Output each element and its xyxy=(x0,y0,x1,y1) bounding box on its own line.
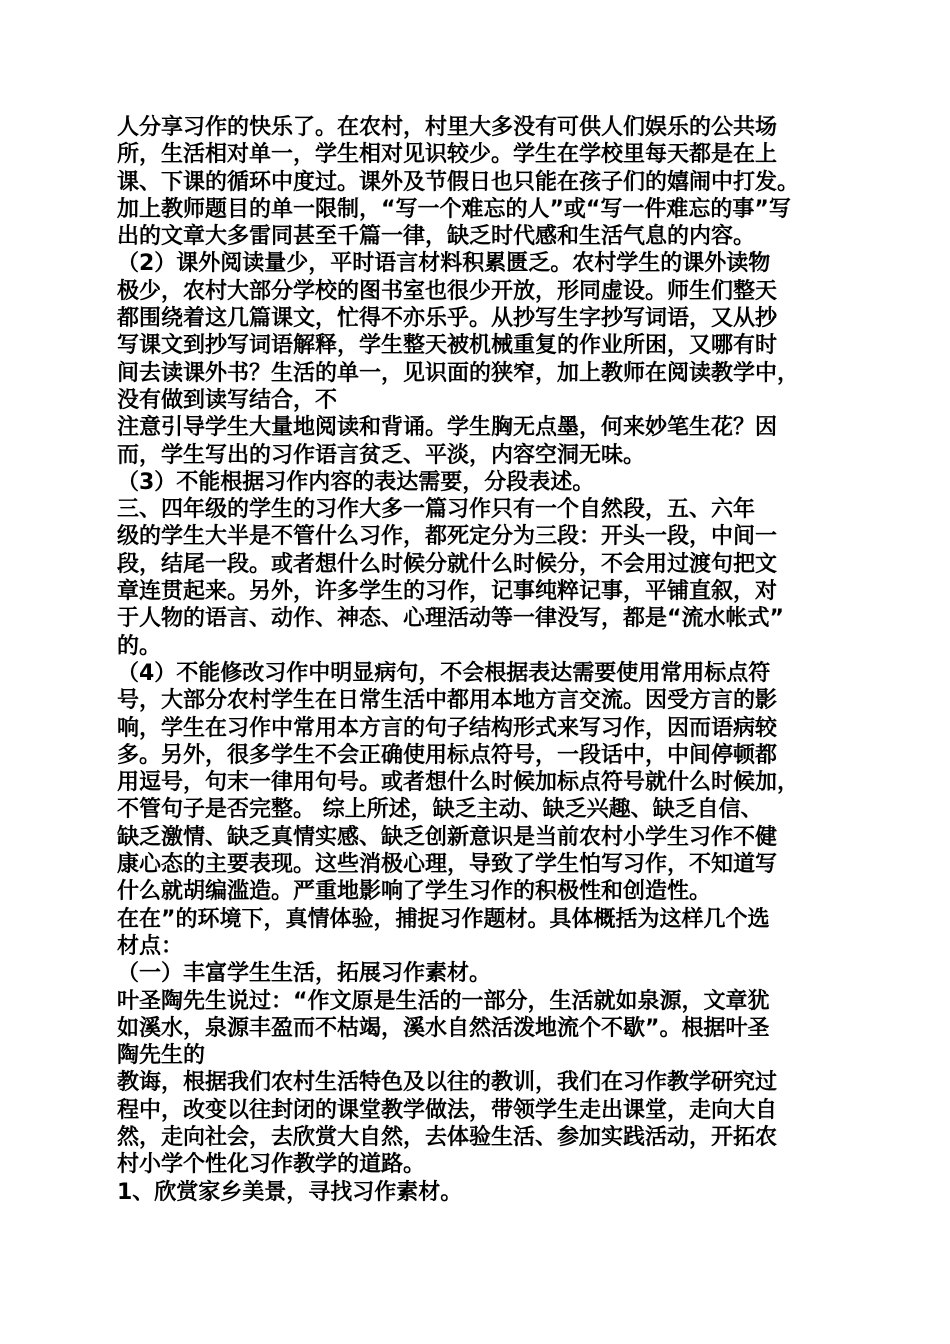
text-line: 课、下课的循环中度过。课外及节假日也只能在孩子们的嬉闹中打发。 xyxy=(117,169,800,195)
text-line: 于人物的语言、动作、神态、心理活动等一律没写，都是“流水帐式” xyxy=(117,606,784,632)
text-line: 三、四年级的学生的习作大多一篇习作只有一个自然段，五、六年 xyxy=(117,497,756,523)
text-line: 注意引导学生大量地阅读和背诵。学生胸无点墨，何来妙笔生花？因 xyxy=(117,415,778,441)
text-line: 响，学生在习作中常用本方言的句子结构形式来写习作，因而语病较 xyxy=(117,715,778,741)
text-line: （3）不能根据习作内容的表达需要，分段表述。 xyxy=(117,469,595,495)
text-line: 级的学生大半是不管什么习作，都死定分为三段：开头一段，中间一 xyxy=(117,524,778,550)
text-line: 间去读课外书？生活的单一，见识面的狭窄，加上教师在阅读教学中， xyxy=(117,360,800,386)
text-line: （4）不能修改习作中明显病句，不会根据表达需要使用常用标点符 xyxy=(117,660,771,686)
text-line: 人分享习作的快乐了。在农村，村里大多没有可供人们娱乐的公共场 xyxy=(117,115,778,140)
text-line: 材点： xyxy=(117,933,184,959)
text-line: 多。另外，很多学生不会正确使用标点符号，一段话中，中间停顿都 xyxy=(117,742,778,768)
text-line: 不管句子是否完整。 综上所述，缺乏主动、缺乏兴趣、缺乏自信、 xyxy=(117,797,763,823)
text-line: 加上教师题目的单一限制，“写一个难忘的人”或“写一件难忘的事”写 xyxy=(117,196,791,222)
text-line: 而，学生写出的习作语言贫乏、平淡，内容空洞无味。 xyxy=(117,442,646,468)
text-line: 用逗号，句末一律用句号。或者想什么时候加标点符号就什么时候加， xyxy=(117,770,800,796)
text-line: 叶圣陶先生说过：“作文原是生活的一部分，生活就如泉源，文章犹 xyxy=(117,988,770,1014)
text-line: 段，结尾一段。或者想什么时候分就什么时候分，不会用过渡句把文 xyxy=(117,551,778,577)
text-line: 在在”的环境下，真情体验，捕捉习作题材。具体概括为这样几个选 xyxy=(117,906,770,932)
text-line: （2）课外阅读量少，平时语言材料积累匮乏。农村学生的课外读物 xyxy=(117,251,771,277)
text-line: 康心态的主要表现。这些消极心理，导致了学生怕写习作，不知道写 xyxy=(117,852,778,878)
text-line: 然，走向社会，去欣赏大自然，去体验生活、参加实践活动，开拓农 xyxy=(117,1124,778,1150)
text-line: （一）丰富学生生活，拓展习作素材。 xyxy=(117,961,492,987)
text-line: 的。 xyxy=(117,633,162,659)
text-line: 章连贯起来。另外，许多学生的习作，记事纯粹记事，平铺直叙，对 xyxy=(117,579,778,605)
text-line: 如溪水，泉源丰盈而不枯竭，溪水自然活泼地流个不歇”。根据叶圣 xyxy=(117,1015,770,1041)
text-line: 缺乏激情、缺乏真情实感、缺乏创新意识是当前农村小学生习作不健 xyxy=(117,824,778,850)
text-line: 1、欣赏家乡美景，寻找习作素材。 xyxy=(117,1179,463,1205)
text-line: 写课文到抄写词语解释，学生整天被机械重复的作业所困，又哪有时 xyxy=(117,333,778,359)
text-line: 极少，农村大部分学校的图书室也很少开放，形同虚设。师生们整天 xyxy=(117,278,778,304)
text-line: 陶先生的 xyxy=(117,1043,206,1069)
text-line: 出的文章大多雷同甚至千篇一律，缺乏时代感和生活气息的内容。 xyxy=(117,224,756,250)
text-line: 村小学个性化习作教学的道路。 xyxy=(117,1152,426,1178)
text-line: 程中，改变以往封闭的课堂教学做法，带领学生走出课堂，走向大自 xyxy=(117,1097,778,1123)
text-line: 没有做到读写结合，不 xyxy=(117,387,338,413)
text-line: 教诲，根据我们农村生活特色及以往的教训，我们在习作教学研究过 xyxy=(117,1070,778,1096)
text-line: 号，大部分农村学生在日常生活中都用本地方言交流。因受方言的影 xyxy=(117,688,778,714)
text-line: 什么就胡编滥造。严重地影响了学生习作的积极性和创造性。 xyxy=(117,879,712,905)
text-line: 所，生活相对单一，学生相对见识较少。学生在学校里每天都是在上 xyxy=(117,142,778,168)
body-text xyxy=(117,114,857,1206)
text-line: 都围绕着这几篇课文，忙得不亦乐乎。从抄写生字抄写词语，又从抄 xyxy=(117,306,778,332)
